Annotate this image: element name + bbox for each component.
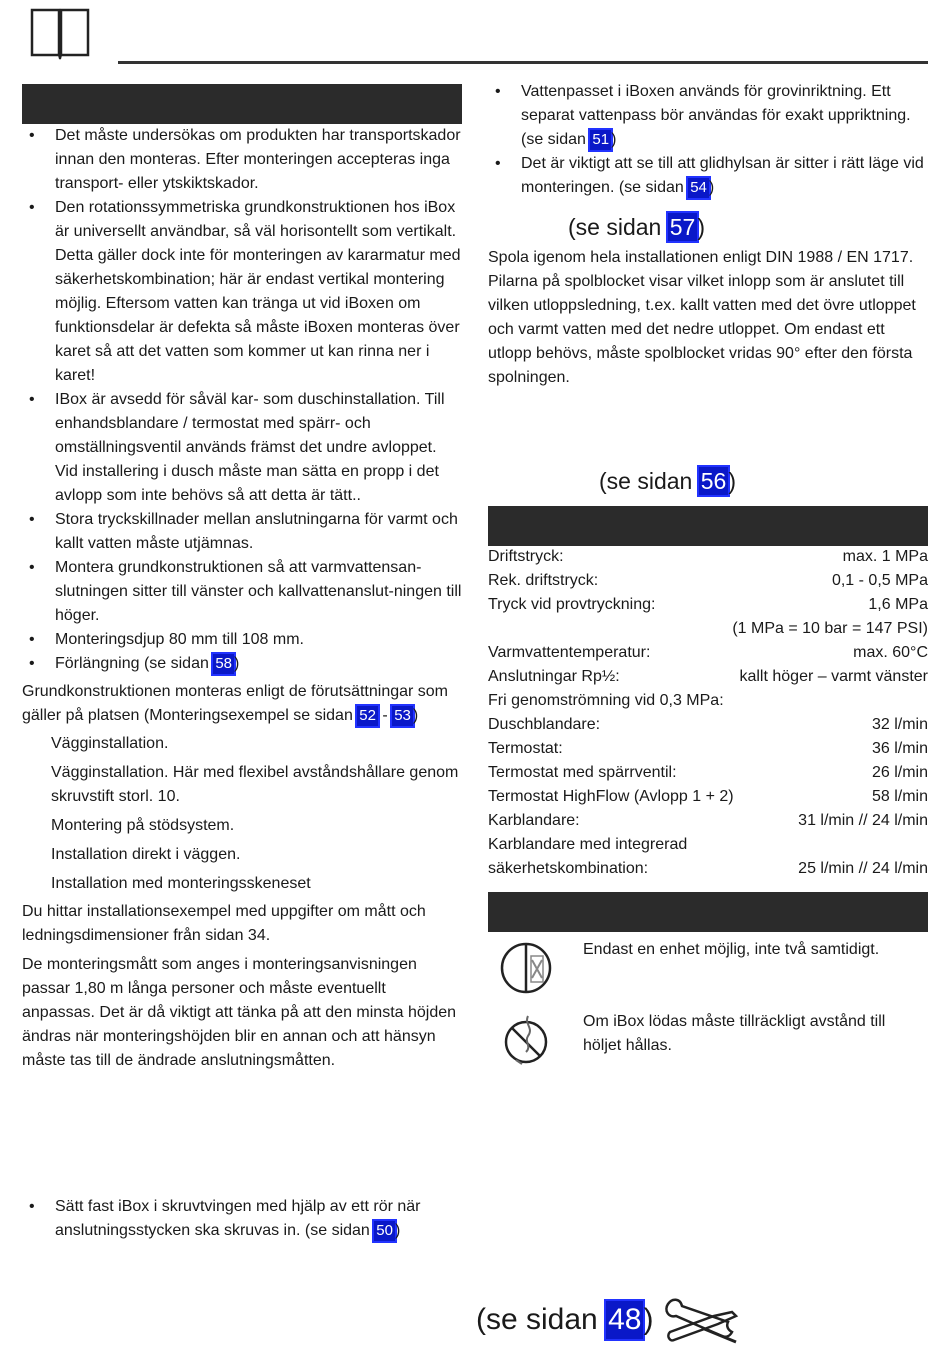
spec-label: Karblandare:	[488, 812, 580, 829]
note-text: Endast en enhet möjlig, inte två samtidigt.	[583, 941, 880, 958]
subitem-wall-installation: Vägginstallation.	[51, 735, 169, 752]
spec-value: 25 l/min // 24 l/min	[798, 860, 928, 877]
spec-label: Termostat:	[488, 740, 563, 757]
list-item-level	[488, 80, 928, 152]
list-item: • Montera grundkonstruktionen så att varmvattensan-slutningen sitter till vänster och kallvattenanslut-ningen till höger.	[22, 556, 462, 628]
close-paren: )	[412, 707, 419, 724]
section-header-bar-notes	[488, 892, 928, 932]
ground-text: Grundkonstruktionen monteras enligt de förutsättningar som gäller på platsen (Monteringsexempel se sidan	[22, 683, 449, 724]
spec-row	[488, 761, 928, 785]
spec-value: 36 l/min	[871, 740, 928, 757]
ground-construction-paragraph	[22, 680, 462, 728]
spec-row	[488, 569, 928, 593]
list-item: • Den rotationssymmetriska grundkonstruktionen hos iBox är universellt användbar, så väl horisontellt som vertikalt. Detta gäller dock inte för monteringen av kararmatur med säkerhetskombination; här är endast vertikal montering möjlig. Eftersom vatten kan tränga ut vid iBoxen om funktionsdelar är defekta så måste iBoxen monteras över karet så att det vatten som kommer ut kan rinna ner i karet!	[22, 196, 462, 388]
list-item: • IBox är avsedd för såväl kar- som duschinstallation. Till enhandsblandare / termostat med spärr- och omställningsventil används främst det undre avloppet. Vid installering i dusch måste man sätta en propp i det avlopp som inte behövs så att detta är tätt..	[22, 388, 462, 508]
vice-note	[22, 1195, 462, 1243]
spec-row	[488, 641, 928, 665]
see-page-56	[599, 466, 736, 496]
page-link-54[interactable]: 54	[690, 179, 707, 196]
spec-value: kallt höger – varmt vänster	[739, 668, 928, 685]
page-link-48[interactable]: 48	[606, 1301, 643, 1339]
note-soldering	[488, 1010, 928, 1070]
close-paren: )	[643, 1303, 654, 1336]
left-column	[22, 124, 462, 1073]
subitem-rail-set: Installation med monteringsskeneset	[51, 875, 311, 892]
spec-value: 1,6 MPa	[868, 596, 928, 613]
spec-value: max. 60°C	[853, 644, 928, 661]
header-rule	[118, 61, 928, 64]
note-text: Om iBox lödas måste tillräckligt avstånd till höljet hållas.	[583, 1013, 886, 1054]
spec-value: max. 1 MPa	[842, 548, 928, 565]
specs-table	[488, 545, 928, 881]
spec-value: 32 l/min	[871, 716, 928, 733]
spec-value: 26 l/min	[871, 764, 928, 781]
dash: -	[377, 707, 393, 724]
page-link-50[interactable]: 50	[376, 1222, 393, 1239]
spec-label: Tryck vid provtryckning:	[488, 596, 656, 613]
see-text: (se sidan	[599, 468, 699, 494]
close-paren: )	[728, 468, 736, 494]
spec-label: Karblandare med integrerad	[488, 836, 688, 853]
spec-label: Fri genomströmning vid 0,3 MPa:	[488, 692, 724, 709]
vice-text: Sätt fast iBox i skruvtvingen med hjälp av ett rör när anslutningsstycken ska skruvas in. (se sidan	[55, 1198, 421, 1239]
page-link-51[interactable]: 51	[592, 131, 610, 148]
see-text: (se sidan	[476, 1303, 607, 1336]
page-link-56[interactable]: 56	[700, 468, 727, 494]
close-paren: )	[611, 131, 617, 148]
no-soldering-icon	[498, 1010, 554, 1066]
spec-row	[488, 545, 928, 569]
spec-value: 31 l/min // 24 l/min	[798, 812, 928, 829]
spec-value: (1 MPa = 10 bar = 147 PSI)	[732, 620, 928, 637]
footer-see-page	[476, 1300, 653, 1340]
close-paren: )	[394, 1222, 401, 1239]
spec-row	[488, 593, 928, 617]
spec-value: 0,1 - 0,5 MPa	[831, 572, 928, 589]
list-item-extension	[22, 652, 462, 676]
list-item-sleeve	[488, 152, 928, 200]
page-link-57[interactable]: 57	[669, 214, 696, 240]
section-header-bar-left	[22, 84, 462, 124]
spec-row	[488, 857, 928, 881]
subitem-support-system: Montering på stödsystem.	[51, 817, 235, 834]
spec-row	[488, 665, 928, 689]
spec-row	[488, 713, 928, 737]
spec-row	[488, 809, 928, 833]
single-unit-icon	[498, 938, 554, 994]
spec-label: Termostat med spärrventil:	[488, 764, 677, 781]
spec-row	[488, 833, 928, 857]
close-paren: )	[234, 655, 240, 672]
spec-row	[488, 617, 928, 641]
note-single-unit	[488, 938, 928, 998]
spec-row	[488, 689, 928, 713]
subitem-direct-wall: Installation direkt i väggen.	[51, 846, 241, 863]
open-book-icon	[30, 8, 92, 60]
spec-label: Rek. driftstryck:	[488, 572, 599, 589]
spec-row	[488, 785, 928, 809]
list-item: • Stora tryckskillnader mellan anslutningarna för varmt och kallt vatten måste utjämnas.	[22, 508, 462, 556]
close-paren: )	[697, 214, 705, 240]
wrench-screwdriver-icon	[662, 1296, 742, 1348]
see-page-57	[568, 212, 705, 242]
subitem-wall-flexible: Vägginstallation. Här med flexibel avståndshållare genom skruvstift storl. 10.	[51, 764, 459, 805]
page-link-52[interactable]: 52	[359, 707, 376, 724]
dimensions-paragraph: De monteringsmått som anges i monteringsanvisningen passar 1,80 m långa personer och måste eventuellt anpassas. Det är då viktigt att tänka på att den minsta höjden ändras när monteringshöjden blir en annan och att hänsyn måste tas till de ändrade anslutningsmåtten.	[22, 956, 457, 1069]
spec-value: 58 l/min	[871, 788, 928, 805]
spec-row	[488, 737, 928, 761]
flush-paragraph: Spola igenom hela installationen enligt DIN 1988 / EN 1717. Pilarna på spolblocket visar vilket inlopp som är anslutet till vilken utloppsledning, t.ex. kallt vatten med det övre utloppet och varmt vatten med det nedre utloppet. Om endast ett utlopp behövs, måste spolblocket vridas 90° efter den första spolningen.	[488, 249, 916, 386]
spec-label: Termostat HighFlow (Avlopp 1 + 2)	[488, 788, 734, 805]
page-link-58[interactable]: 58	[215, 655, 232, 672]
list-item: • Det måste undersökas om produkten har transportskador innan den monteras. Efter monteringen accepteras inga transport- eller ytskiktskador.	[22, 124, 462, 196]
page-link-53[interactable]: 53	[394, 707, 411, 724]
spec-label: Driftstryck:	[488, 548, 564, 565]
section-header-bar-specs	[488, 506, 928, 546]
list-item-vice	[22, 1195, 462, 1243]
see-text: (se sidan	[568, 214, 668, 240]
spec-label: Varmvattentemperatur:	[488, 644, 651, 661]
spec-label: Anslutningar Rp½:	[488, 668, 620, 685]
spec-label: säkerhetskombination:	[488, 860, 649, 877]
sleeve-text: Det är viktigt att se till att glidhylsan är sitter i rätt läge vid monteringen. (se sidan	[521, 155, 924, 196]
close-paren: )	[708, 179, 715, 196]
right-column-top	[488, 80, 928, 200]
spec-label: Duschblandare:	[488, 716, 601, 733]
level-text: Vattenpasset i iBoxen används för grovinriktning. Ett separat vattenpass bör användas för exakt uppriktning. (se sidan	[521, 83, 911, 148]
examples-paragraph: Du hittar installationsexempel med uppgifter om mått och ledningsdimensioner från sidan 34.	[22, 903, 426, 944]
extension-text: Förlängning (se sidan	[55, 655, 214, 672]
list-item: • Monteringsdjup 80 mm till 108 mm.	[22, 628, 462, 652]
installation-notes-list	[22, 124, 462, 676]
